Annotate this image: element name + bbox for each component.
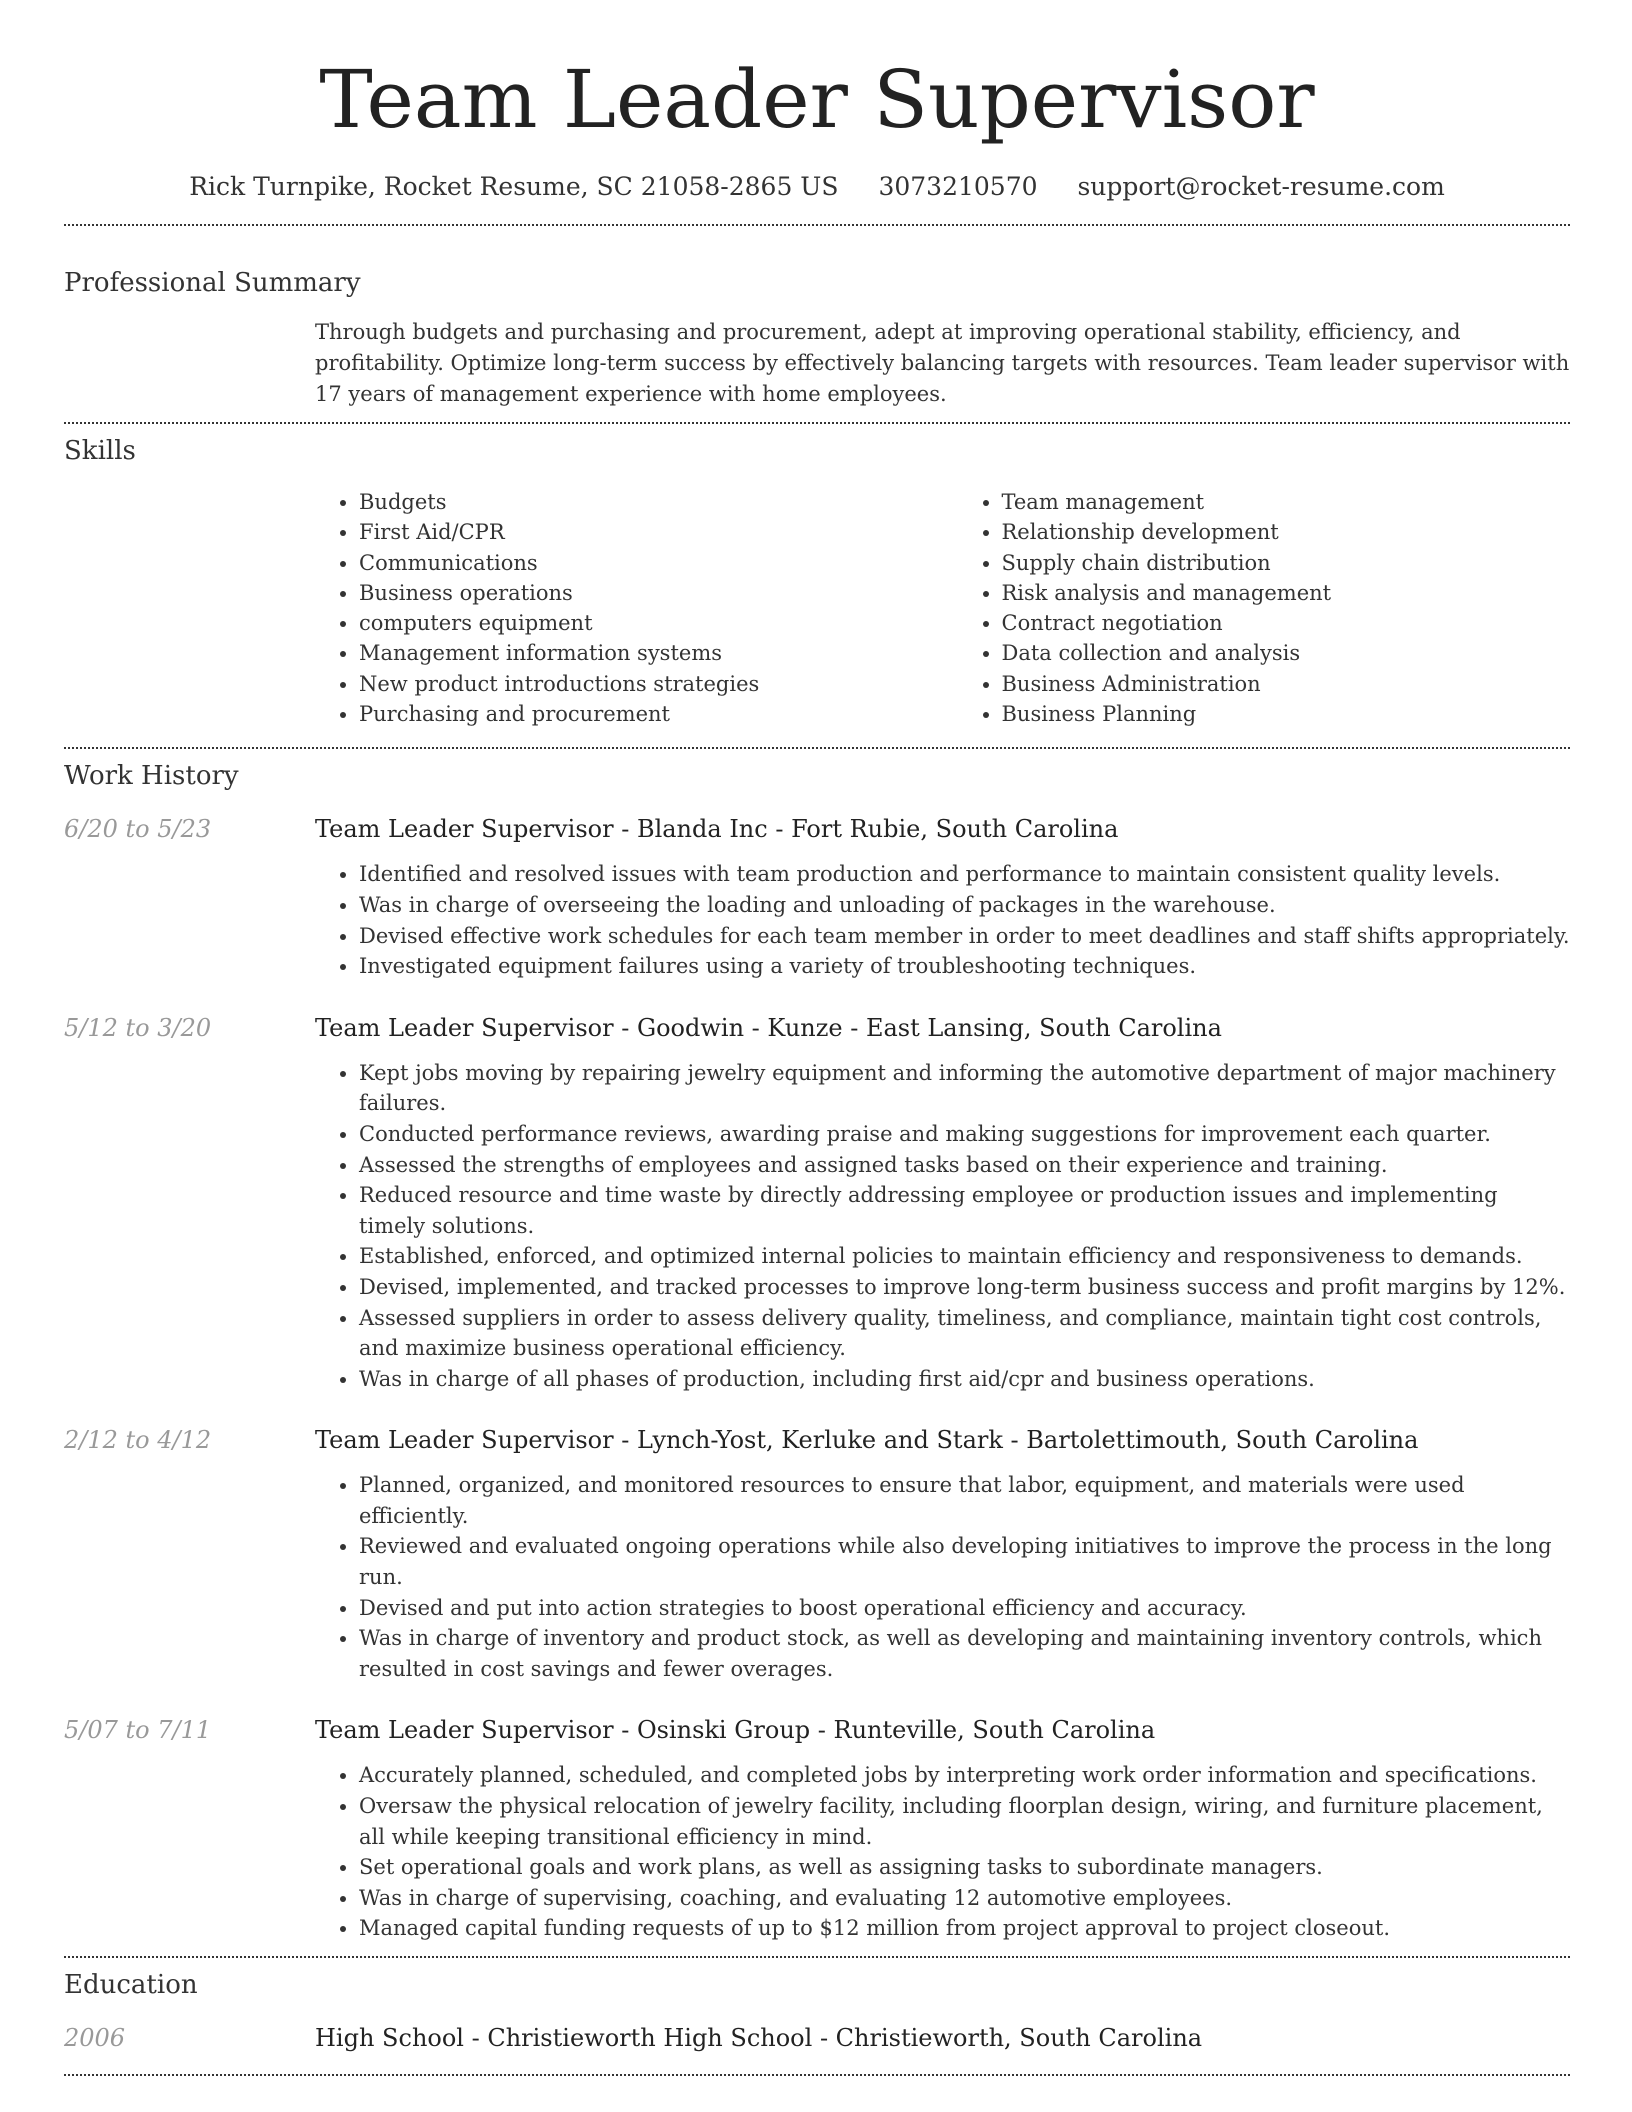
job-bullet: • Was in charge of supervising, coaching, and evaluating 12 automotive employees. <box>359 1883 1570 1914</box>
skill-item: • Business Planning <box>1002 699 1571 729</box>
skill-item: • Business operations <box>359 578 928 608</box>
summary-section <box>64 226 1570 410</box>
job-bullet: • Established, enforced, and optimized internal policies to maintain efficiency and responsiveness to demands. <box>359 1241 1570 1272</box>
section-heading: Professional Summary <box>64 268 361 298</box>
skill-item: • Purchasing and procurement <box>359 699 928 729</box>
skill-item: • Contract negotiation <box>1002 608 1571 638</box>
skills-list-right <box>958 487 1571 729</box>
education-title: High School - Christieworth High School - Christieworth, South Carolina <box>315 2024 1203 2052</box>
skill-item: • Communications <box>359 548 928 578</box>
skill-item: • First Aid/CPR <box>359 517 928 547</box>
job-bullet: • Managed capital funding requests of up to $12 million from project approval to project closeout. <box>359 1913 1570 1944</box>
job-bullets <box>315 1760 1570 1944</box>
job-bullets <box>315 1058 1570 1395</box>
contact-phone: 3073210570 <box>878 172 1038 201</box>
contact-address: Rick Turnpike, Rocket Resume, SC 21058-2865 US <box>189 172 839 201</box>
education-section <box>64 1958 1570 2054</box>
job-bullet: • Identified and resolved issues with team production and performance to maintain consistent quality levels. <box>359 859 1570 890</box>
job-entry <box>64 1424 1570 1684</box>
job-date: 6/20 to 5/23 <box>64 815 212 844</box>
job-bullet: • Reviewed and evaluated ongoing operations while also developing initiatives to improve the process in the long run. <box>359 1531 1570 1592</box>
job-bullet: • Was in charge of all phases of production, including first aid/cpr and business operations. <box>359 1364 1570 1395</box>
job-entry <box>64 1714 1570 1944</box>
job-bullet: • Conducted performance reviews, awarding praise and making suggestions for improvement each quarter. <box>359 1119 1570 1150</box>
skill-item: • computers equipment <box>359 608 928 638</box>
job-title: Team Leader Supervisor - Lynch-Yost, Kerluke and Stark - Bartolettimouth, South Carolina <box>315 1426 1419 1455</box>
job-entry <box>64 1012 1570 1395</box>
job-bullet: • Reduced resource and time waste by directly addressing employee or production issues and implementing timely solutions. <box>359 1180 1570 1241</box>
job-bullet: • Planned, organized, and monitored resources to ensure that labor, equipment, and materials were used efficiently. <box>359 1470 1570 1531</box>
section-heading: Education <box>64 1970 198 2000</box>
job-date: 2/12 to 4/12 <box>64 1426 212 1455</box>
skills-section <box>64 424 1570 729</box>
job-bullet: • Kept jobs moving by repairing jewelry equipment and informing the automotive department of major machinery failures. <box>359 1058 1570 1119</box>
divider <box>64 2074 1570 2076</box>
job-bullet: • Devised effective work schedules for each team member in order to meet deadlines and staff shifts appropriately. <box>359 921 1570 952</box>
work-section <box>64 749 1570 1944</box>
skill-item: • Supply chain distribution <box>1002 548 1571 578</box>
job-bullet: • Was in charge of inventory and product stock, as well as developing and maintaining inventory controls, which resulted in cost savings and fewer overages. <box>359 1623 1570 1684</box>
summary-text: Through budgets and purchasing and procurement, adept at improving operational stability, efficiency, and profitability. Optimize long-term success by effectively balancing targets with resources. Team leader supervisor with 17 years of management experience with home employees. <box>315 320 1570 406</box>
job-bullet: • Set operational goals and work plans, as well as assigning tasks to subordinate managers. <box>359 1852 1570 1883</box>
job-bullet: • Accurately planned, scheduled, and completed jobs by interpreting work order information and specifications. <box>359 1760 1570 1791</box>
education-entry <box>64 2022 1570 2054</box>
job-date: 5/07 to 7/11 <box>64 1716 212 1745</box>
section-heading: Skills <box>64 436 136 466</box>
skill-item: • Relationship development <box>1002 517 1571 547</box>
job-bullet: • Assessed suppliers in order to assess delivery quality, timeliness, and compliance, maintain tight cost controls, and maximize business operational efficiency. <box>359 1303 1570 1364</box>
job-bullet: • Oversaw the physical relocation of jewelry facility, including floorplan design, wiring, and furniture placement, all while keeping transitional efficiency in mind. <box>359 1791 1570 1852</box>
section-heading: Work History <box>64 761 239 792</box>
resume-page <box>64 0 1570 2076</box>
skill-item: • Management information systems <box>359 638 928 668</box>
job-title: Team Leader Supervisor - Blanda Inc - Fort Rubie, South Carolina <box>315 815 1119 844</box>
job-bullet: • Devised, implemented, and tracked processes to improve long-term business success and profit margins by 12%. <box>359 1272 1570 1303</box>
skill-item: • Risk analysis and management <box>1002 578 1571 608</box>
job-bullets <box>315 859 1570 981</box>
job-bullet: • Investigated equipment failures using a variety of troubleshooting techniques. <box>359 951 1570 982</box>
skill-item: • New product introductions strategies <box>359 669 928 699</box>
contact-email: support@rocket-resume.com <box>1077 172 1445 201</box>
job-date: 5/12 to 3/20 <box>64 1013 212 1042</box>
job-bullet: • Was in charge of overseeing the loading and unloading of packages in the warehouse. <box>359 890 1570 921</box>
contact-line <box>64 170 1570 204</box>
skill-item: • Team management <box>1002 487 1571 517</box>
job-title: Team Leader Supervisor - Goodwin - Kunze - East Lansing, South Carolina <box>315 1013 1222 1042</box>
skill-item: • Budgets <box>359 487 928 517</box>
skills-list-left <box>315 487 928 729</box>
job-bullet: • Assessed the strengths of employees and assigned tasks based on their experience and training. <box>359 1150 1570 1181</box>
skill-item: • Data collection and analysis <box>1002 638 1571 668</box>
skill-item: • Business Administration <box>1002 669 1571 699</box>
resume-title: Team Leader Supervisor <box>319 53 1315 146</box>
education-date: 2006 <box>64 2024 126 2052</box>
job-entry <box>64 813 1570 981</box>
job-bullet: • Devised and put into action strategies to boost operational efficiency and accuracy. <box>359 1593 1570 1624</box>
job-title: Team Leader Supervisor - Osinski Group - Runteville, South Carolina <box>315 1716 1156 1745</box>
job-bullets <box>315 1470 1570 1684</box>
